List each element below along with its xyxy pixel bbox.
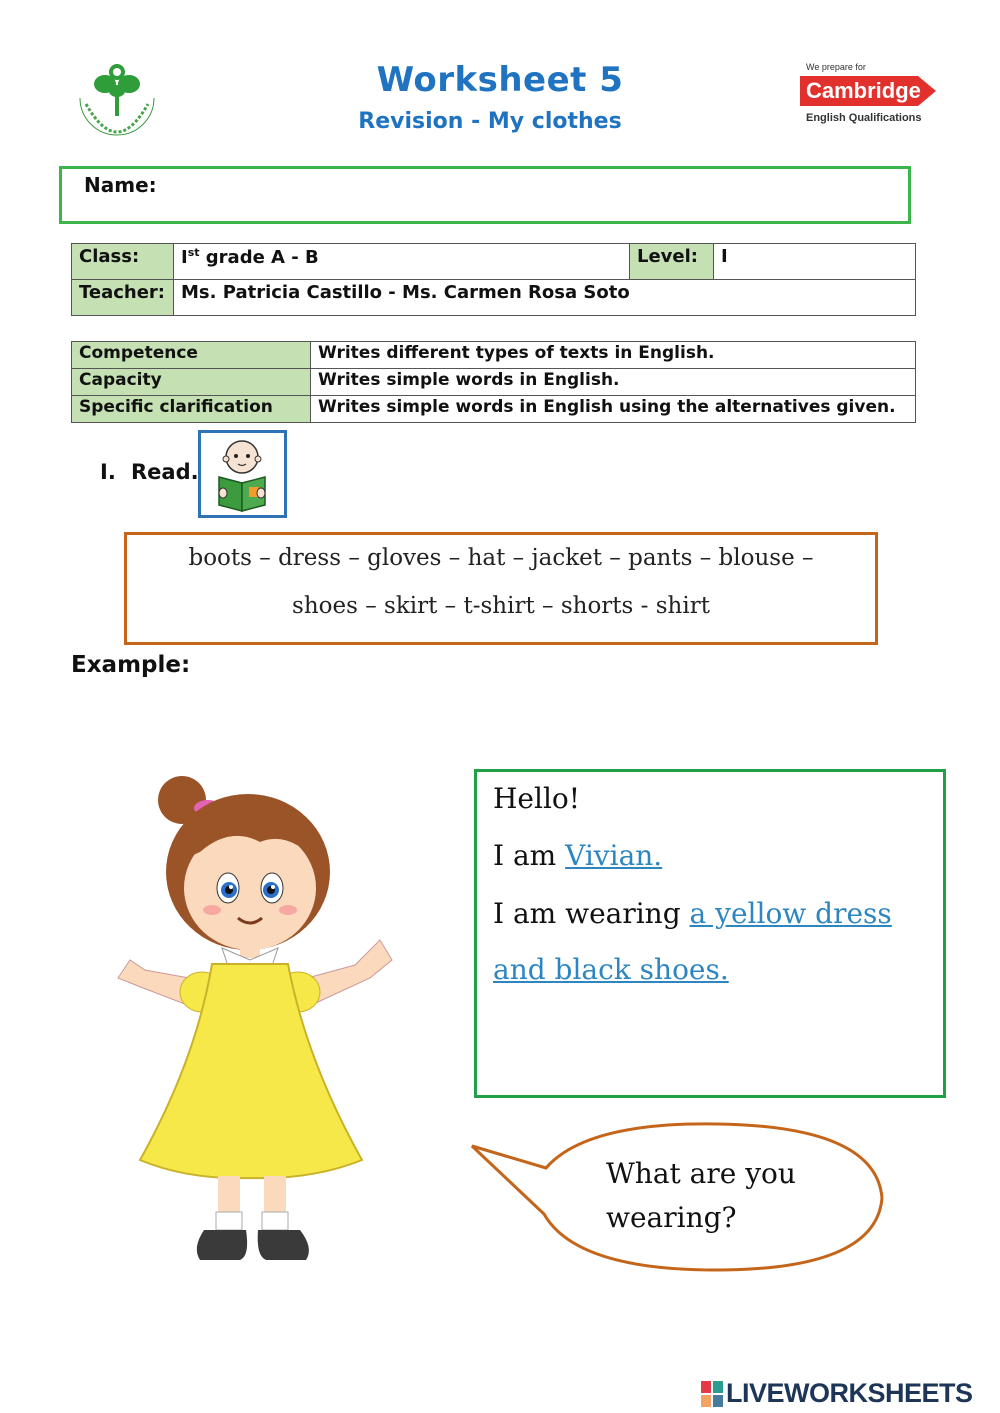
worksheet-title: Worksheet 5 xyxy=(376,60,624,100)
name-answer: Vivian. xyxy=(565,839,663,872)
class-value: Ist grade A - B xyxy=(174,244,630,280)
name-label: Name: xyxy=(84,173,157,197)
clarification-label: Specific clarification xyxy=(72,396,311,423)
bubble-line: What are you xyxy=(606,1157,796,1190)
name-sentence: I am Vivian. xyxy=(493,839,663,872)
bubble-question xyxy=(606,1152,846,1240)
level-label: Level: xyxy=(630,244,714,280)
wearing-sentence: I am wearing a yellow dress xyxy=(493,897,892,930)
liveworksheets-logo xyxy=(700,1378,995,1408)
liveworksheets-text: LIVEWORKSHEETS xyxy=(726,1378,973,1408)
table-row xyxy=(72,369,916,396)
name-field[interactable] xyxy=(59,166,911,224)
competence-value: Writes different types of texts in English. xyxy=(311,342,916,369)
cambridge-logo xyxy=(800,62,940,132)
school-logo xyxy=(72,58,162,138)
level-value: I xyxy=(714,244,916,280)
table-row xyxy=(72,342,916,369)
reading-child-icon xyxy=(198,430,287,518)
worksheet-subtitle: Revision - My clothes xyxy=(358,109,622,134)
greeting-text: Hello! xyxy=(493,782,581,815)
example-label: Example: xyxy=(71,652,191,678)
clarification-value: Writes simple words in English using the alternatives given. xyxy=(311,396,916,423)
word-bank-line: shoes – skirt – t-shirt – shorts - shirt xyxy=(292,593,710,619)
teacher-label: Teacher: xyxy=(72,280,174,316)
word-bank xyxy=(124,532,878,645)
bubble-line: wearing? xyxy=(606,1201,737,1234)
competence-label: Competence xyxy=(72,342,311,369)
instruction-number: I. xyxy=(100,460,116,484)
wearing-sentence-cont xyxy=(493,953,729,986)
info-table xyxy=(71,243,916,316)
clothes-answer-cont: and black shoes. xyxy=(493,953,729,986)
capacity-value: Writes simple words in English. xyxy=(311,369,916,396)
cambridge-brand: Cambridge xyxy=(806,78,921,103)
word-bank-line: boots – dress – gloves – hat – jacket – pants – blouse – xyxy=(188,545,814,571)
teacher-value: Ms. Patricia Castillo - Ms. Carmen Rosa Soto xyxy=(174,280,916,316)
liveworksheets-icon xyxy=(700,1380,724,1408)
table-row xyxy=(72,396,916,423)
competence-table xyxy=(71,341,916,423)
clothes-answer: a yellow dress xyxy=(689,897,892,930)
capacity-label: Capacity xyxy=(72,369,311,396)
girl-illustration xyxy=(100,760,420,1280)
cambridge-sub: English Qualifications xyxy=(806,112,922,124)
class-label: Class: xyxy=(72,244,174,280)
cambridge-tagline: We prepare for xyxy=(806,62,866,72)
instruction-label: Read. xyxy=(131,460,199,484)
example-text-box xyxy=(474,769,946,1098)
